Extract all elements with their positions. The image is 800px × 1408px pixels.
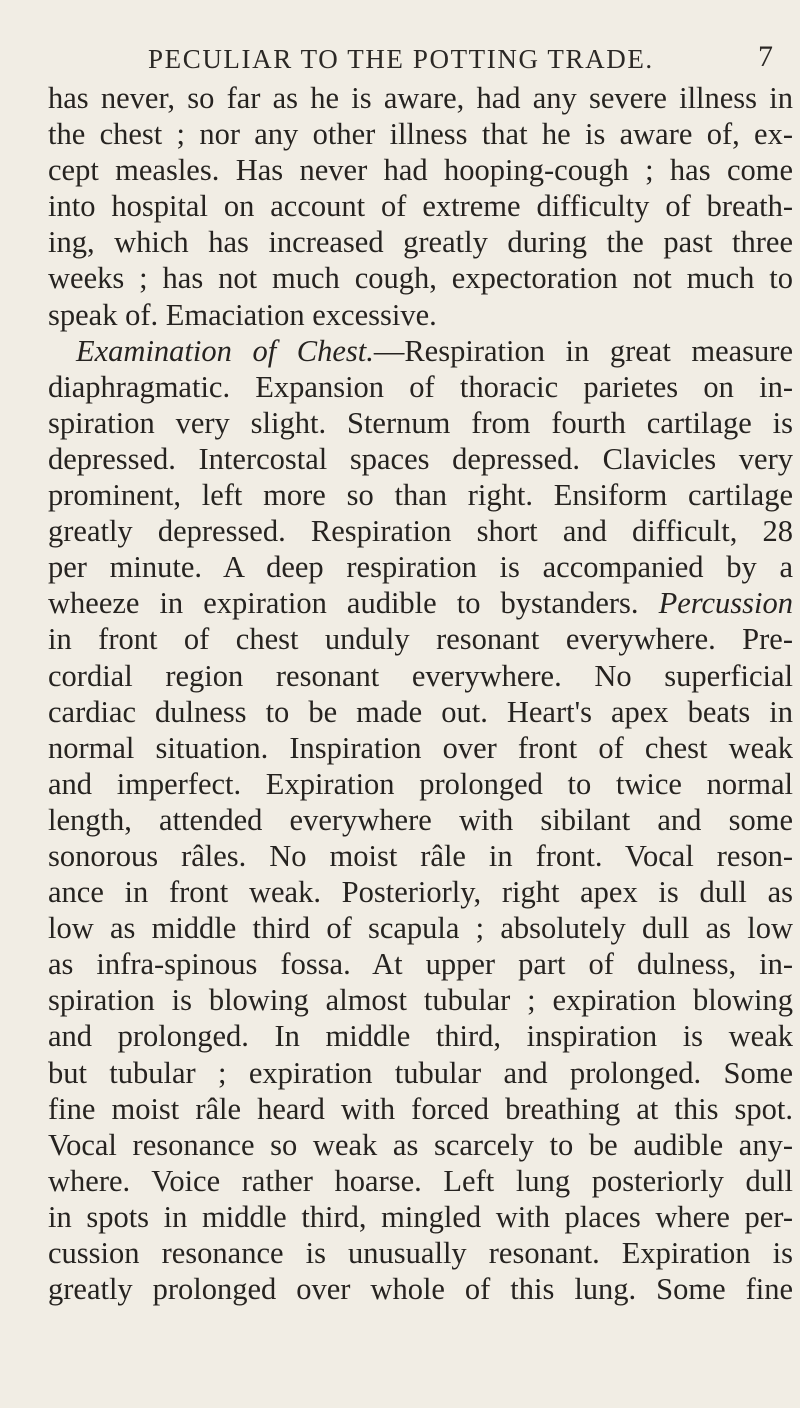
text-line: greatly depressed. Respiration short and difficult, 28: [48, 514, 793, 549]
text-line: in front of chest unduly resonant everywhere. Pre-: [48, 622, 793, 657]
section-heading: Examination of Chest.: [76, 333, 374, 368]
text-line: but tubular ; expiration tubular and prolonged. Some: [48, 1055, 793, 1090]
text-line: cardiac dulness to be made out. Heart's apex beats in: [48, 694, 793, 729]
text-line: wheeze in expiration audible to bystanders. Percussion: [48, 586, 794, 621]
text-line: low as middle third of scapula ; absolutely dull as low: [48, 911, 793, 946]
text-line: where. Voice rather hoarse. Left lung posteriorly dull: [48, 1163, 793, 1198]
body-text: [48, 80, 793, 1307]
text-line: normal situation. Inspiration over front of chest weak: [48, 730, 793, 765]
text-line: Vocal resonance so weak as scarcely to be audible any-: [48, 1127, 793, 1162]
text-line: and imperfect. Expiration prolonged to twice normal: [48, 766, 793, 801]
text-line: length, attended everywhere with sibilant and some: [48, 802, 793, 837]
text-line: cept measles. Has never had hooping-cough ; has come: [48, 153, 793, 188]
text-line: weeks ; has not much cough, expectoration not much to: [48, 261, 793, 296]
text-line: has never, so far as he is aware, had any severe illness in: [48, 81, 793, 115]
page-number: 7: [758, 40, 773, 73]
text-line: into hospital on account of extreme difficulty of breath-: [48, 189, 793, 224]
text-line: fine moist râle heard with forced breathing at this spot.: [48, 1091, 793, 1126]
text-line: ance in front weak. Posteriorly, right apex is dull as: [48, 875, 793, 910]
text-line: as infra-spinous fossa. At upper part of dulness, in-: [48, 947, 793, 982]
text-line: cussion resonance is unusually resonant. Expiration is: [48, 1236, 793, 1270]
text-line: sonorous râles. No moist râle in front. Vocal reson-: [48, 838, 793, 873]
section-heading: Percussion: [658, 586, 794, 621]
text-line: greatly prolonged over whole of this lung. Some fine: [48, 1272, 793, 1307]
text-line: and prolonged. In middle third, inspiration is weak: [48, 1019, 793, 1054]
running-header: PECULIAR TO THE POTTING TRADE.: [148, 44, 654, 74]
text-line: per minute. A deep respiration is accompanied by a: [48, 550, 793, 585]
text-line: diaphragmatic. Expansion of thoracic parietes on in-: [48, 369, 793, 404]
text-line: Examination of Chest.—Respiration in great measure: [76, 333, 793, 368]
text-line: the chest ; nor any other illness that he is aware of, ex-: [48, 117, 793, 152]
text-line: in spots in middle third, mingled with places where per-: [48, 1199, 793, 1234]
text-line: spiration very slight. Sternum from fourth cartilage is: [48, 405, 793, 440]
text-line: speak of. Emaciation excessive.: [48, 297, 437, 332]
text-line: spiration is blowing almost tubular ; expiration blowing: [48, 983, 793, 1018]
text-line: prominent, left more so than right. Ensiform cartilage: [48, 478, 793, 513]
text-line: ing, which has increased greatly during the past three: [48, 225, 793, 260]
text-line: cordial region resonant everywhere. No superficial: [48, 658, 793, 693]
text-line: depressed. Intercostal spaces depressed. Clavicles very: [48, 441, 793, 476]
